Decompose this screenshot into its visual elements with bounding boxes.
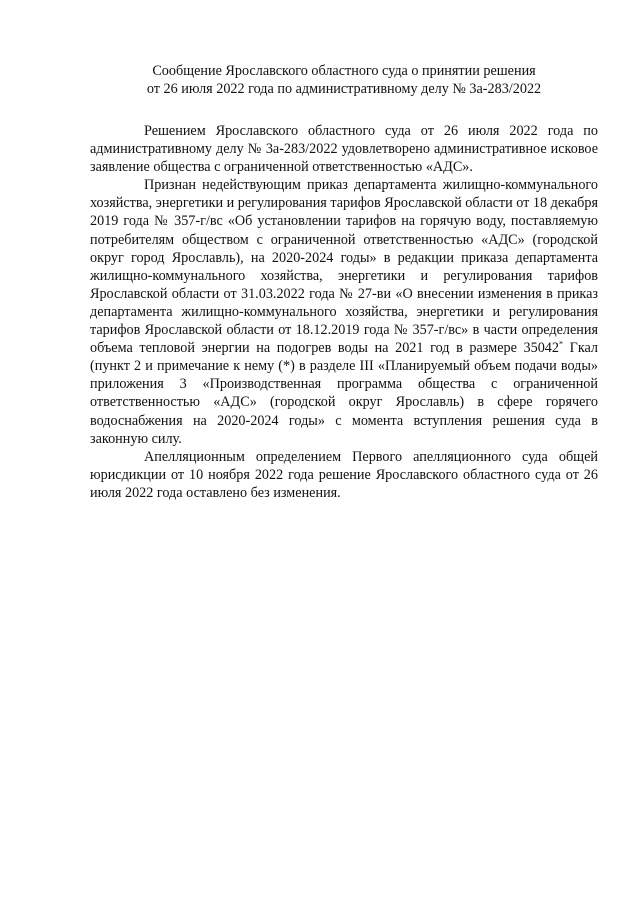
footnote-mark: *: [558, 339, 563, 349]
paragraph-invalidated-order-part-1: Признан недействующим приказ департамента жилищно-коммунального хозяйства, энергетики и регулирования тарифов Ярославской области от 18 декабря 2019 года № 357-г/вс «Об установлении тарифов на горячую воду, поставляемую потребителям обществом с ограниченной ответственностью «АДС» (городской округ город Ярославль), на 2020-2024 годы» в редакции приказа департамента жилищно-коммунального хозяйства, энергетики и регулирования тарифов Ярославской области от 31.03.2022 года № 27-ви «О внесении изменения в приказ департамента жилищно-коммунального хозяйства, энергетики и регулирования тарифов Ярославской области от 18.12.2019 года № 357-г/вс» в части определения объема тепловой энергии на подогрев воды на 2021 год в размере 35042: [90, 177, 598, 357]
paragraph-invalidated-order-part-2: Гкал (пункт 2 и примечание к нему (*) в разделе III «Планируемый объем подачи воды» приложения 3 «Производственная программа общества с ограниченной ответственностью «АДС» (городской округ Ярославль) в сфере горячего водоснабжения на 2020-2024 годы» с момента вступления решения суда в законную силу.: [90, 340, 598, 447]
document-page: [90, 62, 598, 502]
paragraph-invalidated-order: [90, 176, 598, 447]
paragraph-decision: Решением Ярославского областного суда от 26 июля 2022 года по административному делу № 3а-283/2022 удовлетворено административное исковое заявление общества с ограниченной ответственностью «АДС».: [90, 123, 598, 176]
title-line-2: от 26 июля 2022 года по административному делу № 3а-283/2022: [146, 81, 542, 97]
paragraph-appeal: Апелляционным определением Первого апелляционного суда общей юрисдикции от 10 ноября 2022 года решение Ярославского областного суда от 26 июля 2022 года оставлено без изменения.: [90, 448, 598, 501]
document-title: [90, 62, 598, 98]
title-line-1: Сообщение Ярославского областного суда о принятии решения: [152, 63, 536, 79]
